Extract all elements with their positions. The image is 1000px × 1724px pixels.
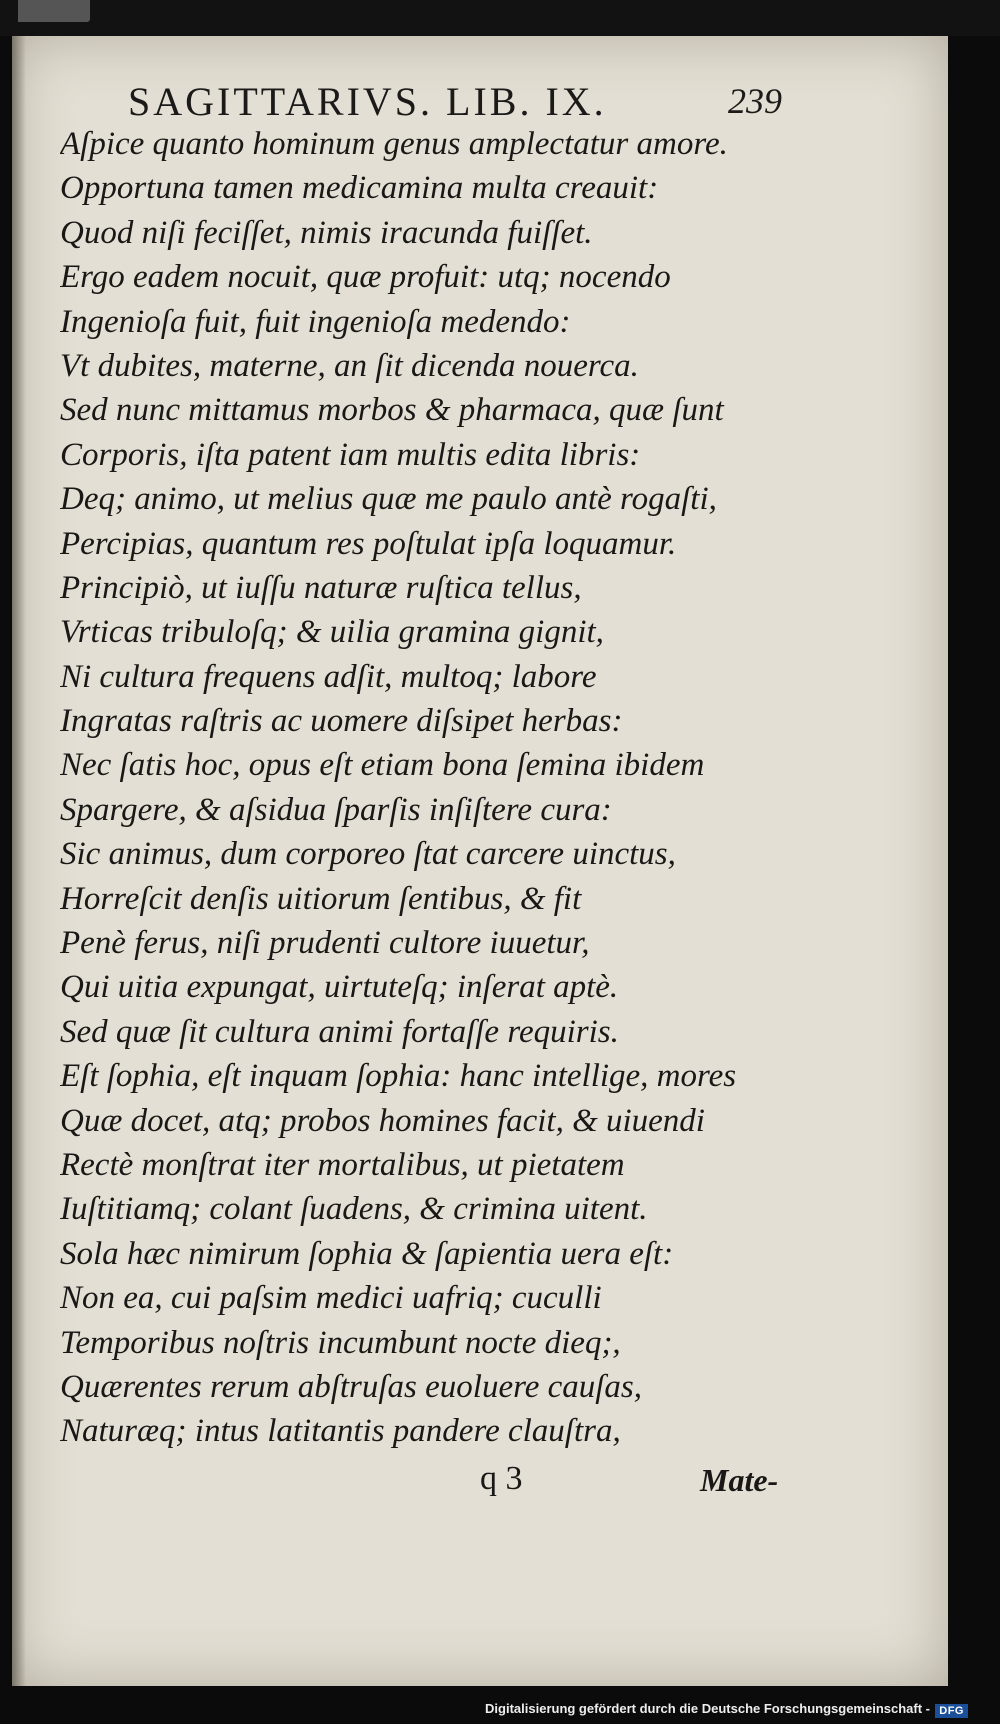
verse-text-block — [60, 122, 880, 1454]
verse-line: Non ea, cui paſsim medici uafriq; cuculli — [60, 1280, 602, 1317]
page-gutter-shadow — [12, 36, 26, 1686]
verse-line: Sola hæc nimirum ſophia & ſapientia uera eſt: — [60, 1235, 674, 1272]
verse-line: Deq; animo, ut melius quæ me paulo antè rogaſti, — [60, 481, 717, 518]
scan-tab — [18, 0, 90, 22]
verse-line: Ingenioſa fuit, fuit ingenioſa medendo: — [60, 303, 571, 340]
verse-line: Quæ docet, atq; probos homines facit, & uiuendi — [60, 1102, 705, 1139]
verse-line: Quærentes rerum abſtruſas euoluere cauſas, — [60, 1368, 643, 1405]
verse-line: Quod niſi feciſſet, nimis iracunda fuiſſet. — [60, 214, 593, 251]
verse-line: Aſpice quanto hominum genus amplectatur amore. — [60, 126, 728, 162]
running-head: SAGITTARIVS. LIB. IX. — [128, 79, 607, 124]
verse-line: Vrticas tribuloſq; & uilia gramina gignit, — [60, 614, 604, 651]
verse-line: Corporis, iſta patent iam multis edita libris: — [60, 436, 641, 473]
scan-top-border — [0, 0, 1000, 36]
verse-line: Principiò, ut iuſſu naturæ ruſtica tellus, — [60, 569, 582, 606]
verse-line: Sed nunc mittamus morbos & pharmaca, quæ ſunt — [60, 392, 724, 429]
verse-line: Percipias, quantum res poſtulat ipſa loquamur. — [60, 525, 677, 562]
verse-line: Ni cultura frequens adſit, multoq; labore — [60, 658, 597, 695]
signature-mark: q 3 — [480, 1460, 523, 1497]
verse-line: Opportuna tamen medicamina multa creauit: — [60, 170, 659, 207]
verse-line: Horreſcit denſis uitiorum ſentibus, & fit — [60, 880, 582, 917]
verse-line: Temporibus noſtris incumbunt nocte dieq;, — [60, 1324, 621, 1361]
verse-line: Ergo eadem nocuit, quæ profuit: utq; nocendo — [60, 259, 671, 296]
verse-line: Ingratas raſtris ac uomere diſsipet herbas: — [60, 703, 623, 740]
verse-line: Nec ſatis hoc, opus eſt etiam bona ſemina ibidem — [60, 747, 705, 784]
verse-line: Spargere, & aſsidua ſparſis inſiſtere cura: — [60, 791, 612, 828]
verse-line: Eſt ſophia, eſt inquam ſophia: hanc intellige, mores — [60, 1058, 737, 1095]
verse-line: Iuſtitiamq; colant ſuadens, & crimina uitent. — [60, 1191, 648, 1228]
digitization-credit: Digitalisierung gefördert durch die Deutsche Forschungsgemeinschaft - — [485, 1701, 930, 1716]
verse-line: Sic animus, dum corporeo ſtat carcere uinctus, — [60, 836, 676, 873]
verse-line: Vt dubites, materne, an ſit dicenda nouerca. — [60, 347, 639, 384]
verse-line: Rectè monſtrat iter mortalibus, ut pietatem — [60, 1146, 625, 1183]
verse-line: Qui uitia expungat, uirtuteſq; inſerat aptè. — [60, 969, 619, 1006]
dfg-logo: DFG — [935, 1704, 968, 1718]
verse-line: Penè ferus, niſi prudenti cultore iuuetur, — [60, 925, 590, 962]
catchword: Mate- — [700, 1462, 779, 1498]
page-number: 239 — [728, 81, 782, 121]
verse-line: Sed quæ ſit cultura animi fortaſſe requiris. — [60, 1013, 619, 1050]
verse-line: Naturæq; intus latitantis pandere clauſtra, — [60, 1413, 621, 1450]
